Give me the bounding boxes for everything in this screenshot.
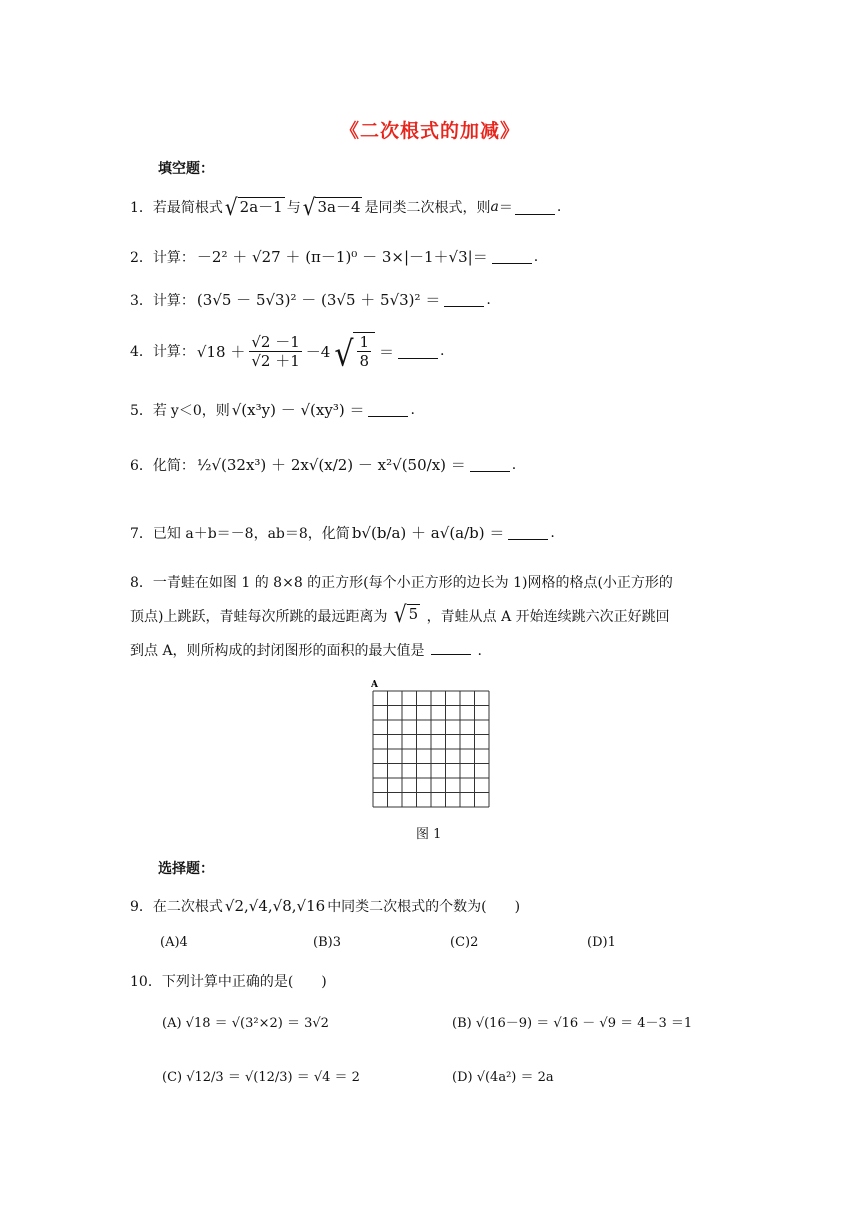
question-label: 计算： <box>152 344 195 360</box>
answer-blank[interactable] <box>431 640 471 655</box>
option-a[interactable]: (A)4 <box>160 935 188 950</box>
radical-2: √ 3a－4 <box>302 193 361 221</box>
question-label: 计算： <box>152 249 195 266</box>
question-1 <box>130 193 562 221</box>
question-number: 3． <box>130 292 153 309</box>
question-label: 计算： <box>152 292 195 309</box>
question-number: 5． <box>130 402 153 419</box>
answer-blank[interactable] <box>368 402 408 417</box>
question-7 <box>130 522 555 543</box>
question-number: 4． <box>130 344 153 360</box>
period: . <box>410 401 415 418</box>
math-expression: (3√5 － 5√3)² － (3√5 ＋ 5√3)² ＝ <box>196 291 441 309</box>
question-number: 6． <box>130 457 153 474</box>
question-2 <box>130 246 538 267</box>
question-text: 一青蛙在如图 1 的 8×8 的正方形(每个小正方形的边长为 1)网格的格点(小正方形的 <box>152 575 673 591</box>
answer-blank[interactable] <box>444 292 484 307</box>
option-d[interactable]: (D) √(4a²) ＝ 2a <box>452 1070 554 1085</box>
question-text: 下列计算中正确的是( ) <box>161 974 327 990</box>
option-a[interactable]: (A) √18 ＝ √(3²×2) ＝ 3√2 <box>162 1016 329 1031</box>
answer-blank[interactable] <box>508 525 548 540</box>
period: . <box>533 248 539 265</box>
period: . <box>440 343 445 359</box>
question-5 <box>130 399 415 420</box>
fraction: $\frac{√2 -1}{√2 +1}$ <box>251 332 300 370</box>
question-text: 若 <box>152 402 167 419</box>
math-expression: √(x³y) － √(xy³) ＝ <box>231 401 365 419</box>
question-number: 10． <box>130 974 162 990</box>
question-text: 与 <box>286 200 301 216</box>
grid-8x8 <box>371 679 493 811</box>
math-expression: －2² ＋ √27 ＋ (π－1)⁰ － 3×|－1＋√3|＝ <box>196 248 488 266</box>
point-a-label: A <box>371 680 378 690</box>
question-text: 是同类二次根式，则 <box>364 200 491 216</box>
answer-blank[interactable] <box>492 249 532 264</box>
option-b[interactable]: (B)3 <box>313 935 341 950</box>
condition: y＜0，则 <box>170 402 230 419</box>
section-fill-heading: 填空题： <box>158 161 214 177</box>
question-text: 中同类二次根式的个数为( ) <box>327 899 521 915</box>
page-title: 《二次根式的加减》 <box>339 120 520 142</box>
math-expression: －4 <box>305 342 331 361</box>
question-4 <box>130 332 445 375</box>
math-expression: √2,√4,√8,√16 <box>224 897 326 915</box>
section-choice-heading: 选择题： <box>158 861 214 877</box>
period: . <box>486 291 491 308</box>
answer-blank[interactable] <box>515 200 555 215</box>
question-8 <box>130 566 720 668</box>
variable: a <box>490 199 499 215</box>
period: . <box>477 643 482 659</box>
question-number: 2． <box>130 249 153 266</box>
question-3 <box>130 289 491 310</box>
question-text: ，青蛙从点 A 开始连续跳六次正好跳回 <box>426 609 670 625</box>
question-number: 7． <box>130 525 153 542</box>
radical: √ 5 <box>393 600 419 628</box>
question-6 <box>130 454 516 475</box>
equals: ＝ <box>378 342 394 361</box>
radical-fraction: √ $\frac{1}{8}$ <box>334 332 375 370</box>
question-9 <box>130 896 520 916</box>
answer-blank[interactable] <box>470 457 510 472</box>
period: . <box>550 524 555 541</box>
radical-1: √ 2a－1 <box>224 193 283 221</box>
figure-grid <box>371 679 493 815</box>
period: . <box>556 199 562 215</box>
question-text: 顶点)上跳跃，青蛙每次所跳的最远距离为 <box>130 609 388 625</box>
question-number: 1． <box>130 200 153 216</box>
question-number: 9． <box>130 899 153 915</box>
equals: ＝ <box>498 200 513 216</box>
question-text: 到点 A，则所构成的封闭图形的面积的最大值是 <box>130 643 425 659</box>
period: . <box>511 456 517 473</box>
question-label: 化简： <box>152 457 195 474</box>
question-text: 已知 a＋b＝－8，ab＝8，化简 <box>152 525 350 542</box>
option-c[interactable]: (C)2 <box>450 935 479 950</box>
figure-caption: 图 1 <box>416 827 442 842</box>
option-c[interactable]: (C) √12/3 ＝ √(12/3) ＝ √4 ＝ 2 <box>162 1070 360 1085</box>
math-expression: √18 ＋ <box>196 342 246 361</box>
option-d[interactable]: (D)1 <box>587 935 616 950</box>
math-expression: ½√(32x³) ＋ 2x√(x/2) － x²√(50/x) ＝ <box>196 456 466 474</box>
question-number: 8． <box>130 575 153 591</box>
option-b[interactable]: (B) √(16－9) ＝ √16 － √9 ＝ 4－3 ＝1 <box>452 1016 693 1031</box>
question-text: 若最简根式 <box>152 200 223 216</box>
question-10 <box>130 971 327 991</box>
question-text: 在二次根式 <box>152 899 223 915</box>
answer-blank[interactable] <box>398 344 438 359</box>
math-expression: b√(b/a) ＋ a√(a/b) ＝ <box>351 524 505 542</box>
